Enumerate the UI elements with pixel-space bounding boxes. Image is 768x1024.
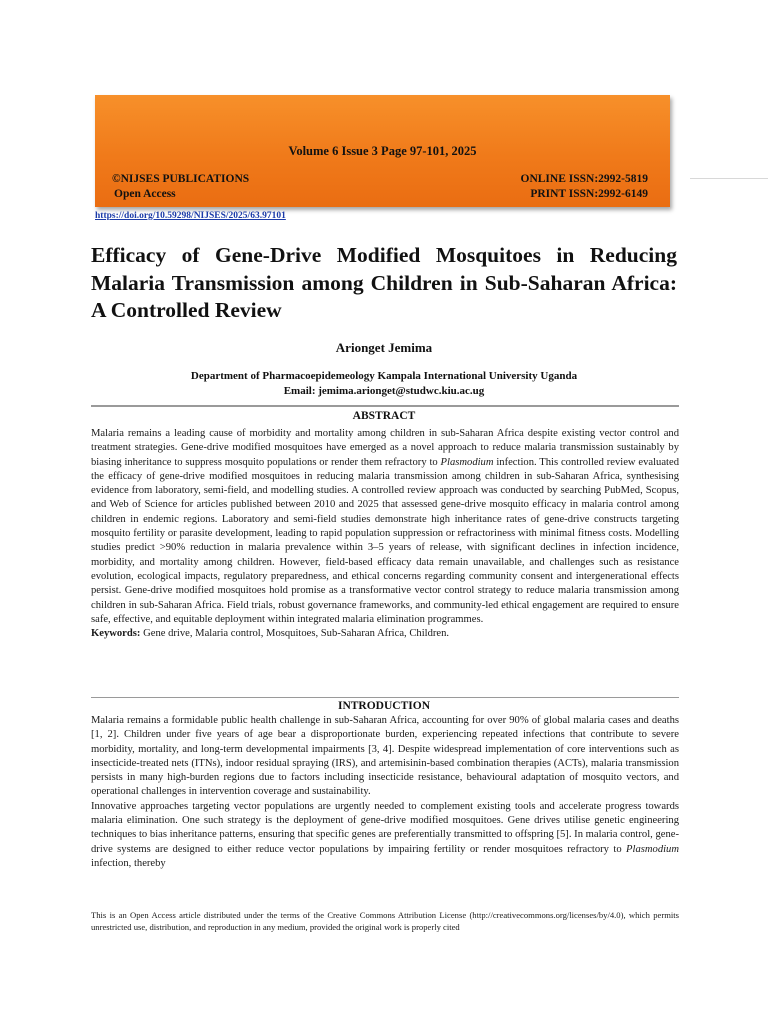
author-affiliation — [0, 369, 768, 398]
author-name: Arionget Jemima — [335, 340, 433, 355]
volume-info: Volume 6 Issue 3 Page 97-101, 2025 — [288, 144, 477, 158]
print-issn: PRINT ISSN:2992-6149 — [530, 187, 648, 200]
abstract-top-rule — [91, 405, 679, 407]
online-issn: ONLINE ISSN:2992-5819 — [520, 173, 648, 185]
introduction-body — [91, 714, 679, 871]
margin-divider — [690, 178, 768, 179]
affiliation-text: Department of Pharmacoepidemeology Kampala International University Uganda — [190, 370, 578, 382]
keywords-line — [91, 627, 679, 641]
open-access-label: Open Access — [114, 187, 176, 200]
intro-paragraph-2: Innovative approaches targeting vector populations are urgently needed to complement existing tools and accelerate progress towards malaria elimination. One such strategy is the deployment of gene-drive modified mosquitoes. Gene drives utilise genetic engineering techniques to bias inheritance patterns, ensuring that specific genes are preferentially transmitted to offspring [5]. In malaria control, gene-drive systems are designed to either reduce vector populations by impairing fertility or render mosquitoes refractory to Plasmodium infection, thereby — [91, 800, 679, 869]
doi-link[interactable]: https://doi.org/10.59298/NIJSES/2025/63.97101 — [95, 211, 286, 221]
issn-block — [521, 172, 648, 201]
intro-paragraph-1: Malaria remains a formidable public health challenge in sub-Saharan Africa, accounting for over 90% of global malaria cases and deaths [1, 2]. Children under five years of age bear a disproportionate burden, experiencing repeated infections that contribute to severe morbidity, mortality, and long-term developmental impairments [3, 4]. Despite widespread implementation of core interventions such as insecticide-treated nets (ITNs), indoor residual spraying (IRS), and artemisinin-based combination therapies (ACTs), malaria transmission persists in many high-burden regions due to factors including insecticide resistance, behavioural adaptation of mosquito vectors, and operational challenges in intervention coverage and sustainability. — [91, 715, 679, 798]
keywords-list: Gene drive, Malaria control, Mosquitoes, Sub-Saharan Africa, Children. — [140, 628, 450, 640]
abstract-heading: ABSTRACT — [352, 410, 416, 422]
introduction-heading: INTRODUCTION — [337, 700, 430, 712]
article-title: Efficacy of Gene-Drive Modified Mosquitoes in Reducing Malaria Transmission among Children in Sub-Saharan Africa: A Controlled Review — [91, 243, 677, 322]
abstract-body — [91, 427, 679, 641]
intro-top-rule — [91, 697, 679, 698]
publisher-name: ©NIJSES PUBLICATIONS — [112, 173, 250, 185]
journal-header-banner — [95, 95, 670, 207]
keywords-label: Keywords: — [91, 628, 141, 640]
license-footer: This is an Open Access article distributed under the terms of the Creative Commons Attribution License (http://creativecommons.org/licenses/by/4.0), which permits unrestricted use, distribution, and reproduction in any medium, provided the original work is properly cited — [91, 910, 679, 933]
abstract-paragraph: Malaria remains a leading cause of morbidity and mortality among children in sub-Saharan Africa despite existing vector control and treatment strategies. Gene-drive modified mosquitoes have emerged as a novel approach to reduce malaria transmission sustainably by biasing inheritance to suppress mosquito populations or render them refractory to Plasmodium infection. This controlled review evaluated the efficacy of gene-drive modified mosquitoes in reducing malaria transmission among children in sub-Saharan Africa, synthesising evidence from laboratory, semi-field, and modelling studies. A controlled review approach was conducted by searching PubMed, Scopus, and Web of Science for articles published between 2010 and 2025 that assessed gene-drive mosquito efficacy in malaria control among children in endemic regions. Laboratory and semi-field studies demonstrate high inheritance rates of gene-drive constructs targeting mosquito fertility or parasite development, leading to rapid population suppression or refractoriness with minimal fitness costs. Modelling studies predict >90% reduction in malaria prevalence within 3–5 years of release, with significant declines in infection incidence, morbidity, and mortality among children. However, field-based efficacy data remain unavailable, and challenges such as resistance evolution, ecological impacts, regulatory preparedness, and ethical concerns regarding community consent and intergenerational effects persist. Gene-drive modified mosquitoes hold promise as a transformative vector control strategy to reduce malaria transmission among children in sub-Saharan Africa. Field trials, robust governance frameworks, and community-led ethical engagement are required to ensure safe, effective, and equitable deployment within integrated malaria elimination programmes. — [91, 428, 679, 625]
author-email: Email: jemima.arionget@studwc.kiu.ac.ug — [283, 384, 485, 397]
publisher-block — [112, 172, 249, 201]
